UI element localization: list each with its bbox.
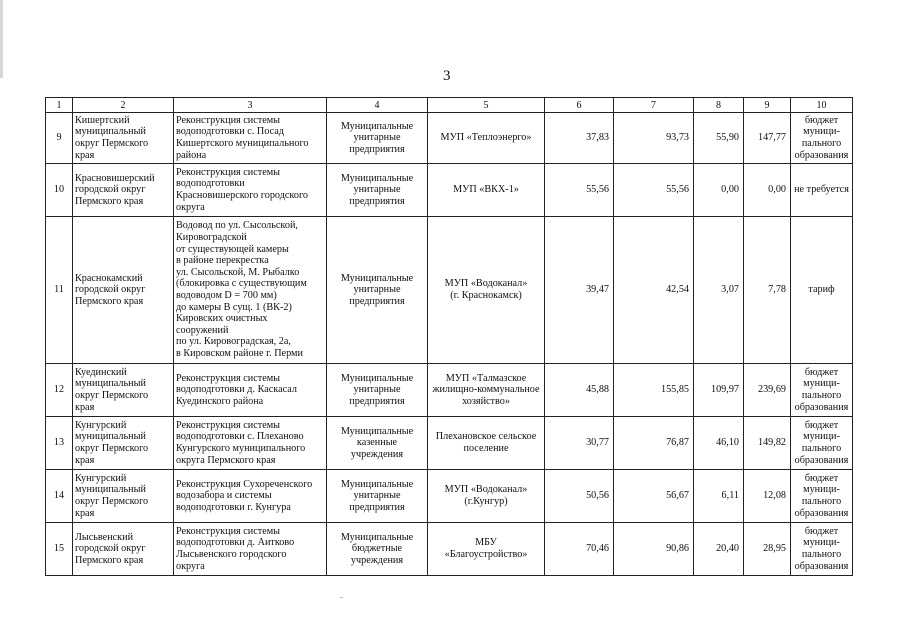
project-cell: Реконструкция системы водоподготовки д. Каскасал Куединского района [174, 364, 327, 417]
value-cell-7: 93,73 [614, 113, 694, 164]
value-cell-7: 90,86 [614, 523, 694, 576]
value-cell-9: 28,95 [744, 523, 791, 576]
value-cell-7: 76,87 [614, 417, 694, 470]
table-row [46, 164, 853, 217]
funding-source-cell: бюджет муници- пального образования [791, 470, 853, 523]
organization-cell: Плехановское сельское поселение [428, 417, 545, 470]
organization-cell: МУП «Теплоэнерго» [428, 113, 545, 164]
organization-cell: МБУ «Благоустройство» [428, 523, 545, 576]
value-cell-8: 6,11 [694, 470, 744, 523]
organization-cell: МУП «Водоканал» (г. Краснокамск) [428, 217, 545, 364]
value-cell-9: 0,00 [744, 164, 791, 217]
table-row [46, 470, 853, 523]
row-number: 10 [46, 164, 73, 217]
row-number: 12 [46, 364, 73, 417]
value-cell-7: 42,54 [614, 217, 694, 364]
municipality-cell: Куединский муниципальный округ Пермского края [73, 364, 174, 417]
organization-cell: МУП «ВКХ-1» [428, 164, 545, 217]
value-cell-8: 46,10 [694, 417, 744, 470]
value-cell-9: 239,69 [744, 364, 791, 417]
funding-source-cell: бюджет муници- пального образования [791, 364, 853, 417]
value-cell-8: 0,00 [694, 164, 744, 217]
value-cell-9: 147,77 [744, 113, 791, 164]
scan-dot [340, 597, 343, 598]
column-header: 6 [545, 98, 614, 113]
row-number: 11 [46, 217, 73, 364]
value-cell-8: 20,40 [694, 523, 744, 576]
owner-type-cell: Муниципальные унитарные предприятия [327, 470, 428, 523]
header-row [46, 98, 853, 113]
value-cell-8: 109,97 [694, 364, 744, 417]
value-cell-6: 50,56 [545, 470, 614, 523]
project-cell: Реконструкция системы водоподготовки Красновишерского городского округа [174, 164, 327, 217]
municipality-cell: Кунгурский муниципальный округ Пермского края [73, 417, 174, 470]
value-cell-6: 37,83 [545, 113, 614, 164]
value-cell-6: 70,46 [545, 523, 614, 576]
municipality-cell: Кунгурский муниципальный округ Пермского края [73, 470, 174, 523]
table-row [46, 217, 853, 364]
value-cell-7: 55,56 [614, 164, 694, 217]
funding-source-cell: бюджет муници- пального образования [791, 523, 853, 576]
column-header: 2 [73, 98, 174, 113]
value-cell-6: 30,77 [545, 417, 614, 470]
project-cell: Реконструкция системы водоподготовки с. Плеханово Кунгурского муниципального округа Пермского края [174, 417, 327, 470]
data-table [45, 97, 853, 576]
value-cell-8: 3,07 [694, 217, 744, 364]
organization-cell: МУП «Талмазское жилищно-коммунальное хозяйство» [428, 364, 545, 417]
owner-type-cell: Муниципальные бюджетные учреждения [327, 523, 428, 576]
column-header: 3 [174, 98, 327, 113]
value-cell-7: 56,67 [614, 470, 694, 523]
value-cell-6: 39,47 [545, 217, 614, 364]
value-cell-9: 7,78 [744, 217, 791, 364]
column-header: 7 [614, 98, 694, 113]
table-row [46, 113, 853, 164]
municipality-cell: Кишертский муниципальный округ Пермского края [73, 113, 174, 164]
value-cell-9: 12,08 [744, 470, 791, 523]
page-number: 3 [443, 68, 451, 84]
column-header: 8 [694, 98, 744, 113]
table-row [46, 364, 853, 417]
column-header: 9 [744, 98, 791, 113]
project-cell: Реконструкция системы водоподготовки д. Аитково Лысьвенского городского округа [174, 523, 327, 576]
owner-type-cell: Муниципальные унитарные предприятия [327, 164, 428, 217]
scan-edge-mark [0, 0, 3, 78]
owner-type-cell: Муниципальные унитарные предприятия [327, 364, 428, 417]
row-number: 15 [46, 523, 73, 576]
value-cell-8: 55,90 [694, 113, 744, 164]
column-header: 5 [428, 98, 545, 113]
organization-cell: МУП «Водоканал» (г.Кунгур) [428, 470, 545, 523]
value-cell-6: 45,88 [545, 364, 614, 417]
column-header: 4 [327, 98, 428, 113]
value-cell-7: 155,85 [614, 364, 694, 417]
funding-source-cell: бюджет муници- пального образования [791, 113, 853, 164]
owner-type-cell: Муниципальные унитарные предприятия [327, 217, 428, 364]
row-number: 14 [46, 470, 73, 523]
row-number: 13 [46, 417, 73, 470]
value-cell-9: 149,82 [744, 417, 791, 470]
column-header: 10 [791, 98, 853, 113]
funding-source-cell: не требуется [791, 164, 853, 217]
municipality-cell: Краснокамский городской округ Пермского края [73, 217, 174, 364]
table-row [46, 417, 853, 470]
row-number: 9 [46, 113, 73, 164]
project-cell: Реконструкция системы водоподготовки с. Посад Кишертского муниципального района [174, 113, 327, 164]
project-cell: Реконструкция Сухореченского водозабора и системы водоподготовки г. Кунгура [174, 470, 327, 523]
owner-type-cell: Муниципальные унитарные предприятия [327, 113, 428, 164]
value-cell-6: 55,56 [545, 164, 614, 217]
funding-source-cell: тариф [791, 217, 853, 364]
municipality-cell: Красновишерский городской округ Пермского края [73, 164, 174, 217]
project-cell: Водовод по ул. Сысольской, Кировоградской от существующей камеры в районе перекрестка ул. Сысольской, М. Рыбалко (блокировка с существующим водоводом D = 700 мм) до камеры В сущ. 1 (ВК-2) Кировских очистных сооружений по ул. Кировоградская, 2а, в Кировском районе г. Перми [174, 217, 327, 364]
column-header: 1 [46, 98, 73, 113]
owner-type-cell: Муниципальные казенные учреждения [327, 417, 428, 470]
funding-source-cell: бюджет муници- пального образования [791, 417, 853, 470]
table-row [46, 523, 853, 576]
municipality-cell: Лысьвенский городской округ Пермского края [73, 523, 174, 576]
